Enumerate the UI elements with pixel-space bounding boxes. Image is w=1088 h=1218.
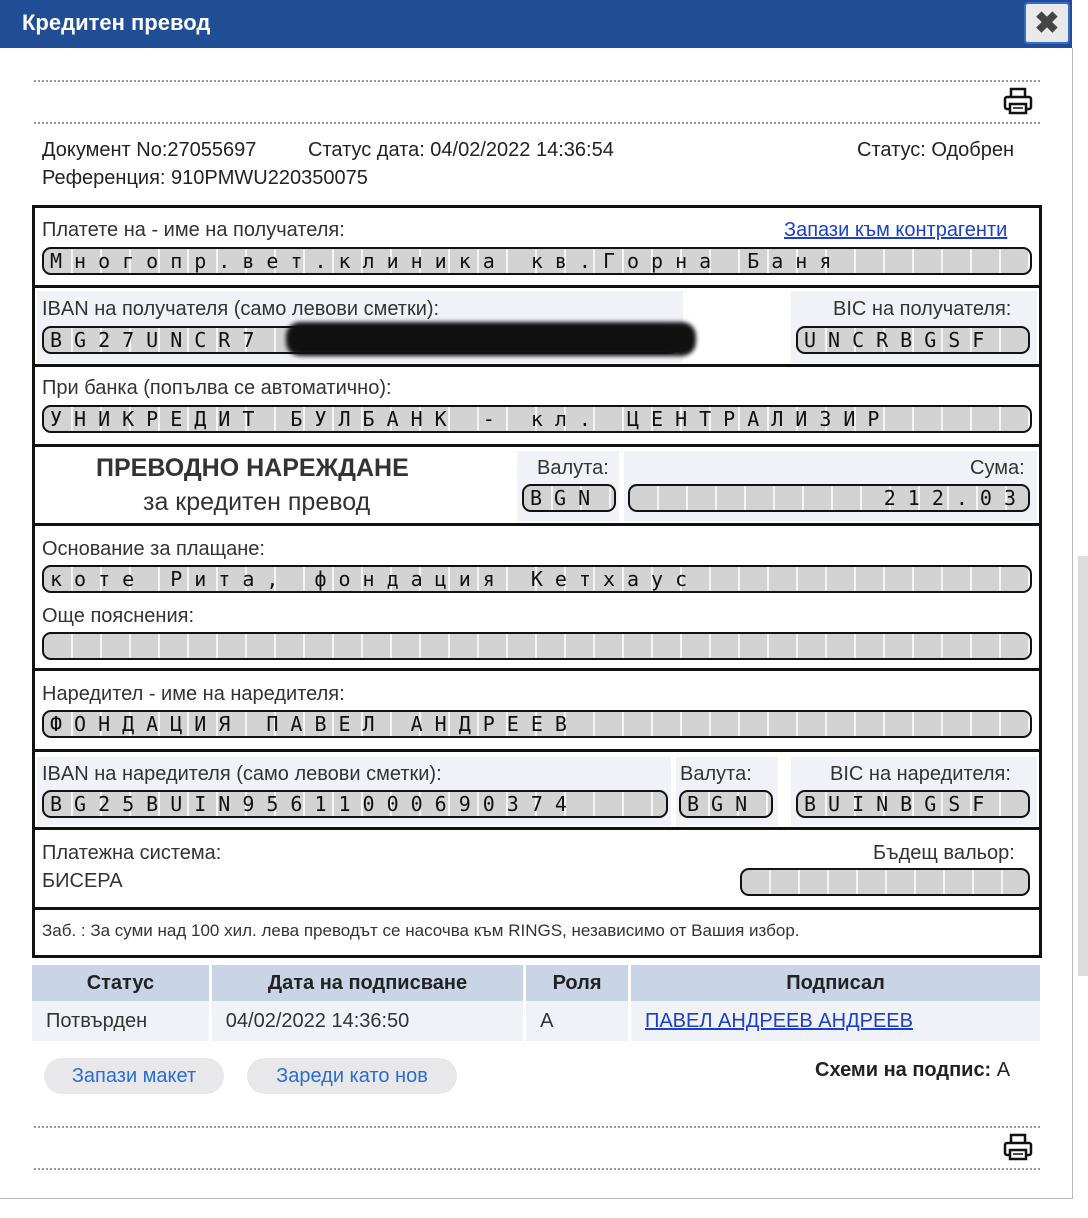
- table-row: [32, 1001, 1040, 1041]
- save-contragent-link[interactable]: Запази към контрагенти: [784, 219, 1008, 241]
- bic-label: BIC на получателя:: [833, 298, 1012, 320]
- cell-date: 04/02/2022 14:36:50: [212, 1001, 526, 1041]
- amount-value: 212.03: [883, 486, 1028, 510]
- column-header: Роля: [526, 965, 631, 1001]
- status-date: Статус дата: 04/02/2022 14:36:54: [308, 139, 614, 161]
- divider: [35, 364, 1039, 367]
- divider: [35, 749, 1039, 752]
- divider: [35, 668, 1039, 671]
- orderer-bic-label: BIC на наредителя:: [830, 763, 1011, 785]
- signatures-table: [32, 965, 1040, 1041]
- future-label: Бъдещ вальор:: [873, 842, 1015, 864]
- load-new-button[interactable]: Зареди като нов: [247, 1058, 457, 1094]
- divider: [34, 1126, 1040, 1128]
- currency-field[interactable]: [522, 484, 616, 512]
- system-label: Платежна система:: [42, 842, 222, 864]
- divider: [34, 80, 1040, 82]
- reference: Референция: 910PMWU220350075: [42, 167, 368, 189]
- signature-schemes: [815, 1059, 1010, 1082]
- iban-label: IBAN на получателя (само левови сметки):: [42, 298, 440, 320]
- status-text: Статус: Одобрен: [857, 139, 1014, 161]
- document-number: Документ No:27055697: [42, 139, 257, 161]
- printer-icon[interactable]: [1003, 1132, 1033, 1162]
- schemes-label: Схеми на подпис:: [815, 1059, 992, 1081]
- background-page-edge: [1078, 556, 1088, 976]
- close-button[interactable]: [1024, 2, 1070, 44]
- divider: [34, 1168, 1040, 1170]
- bic-value: UNCRBGSF: [804, 328, 997, 352]
- orderer-currency-label: Валута:: [680, 763, 752, 785]
- orderer-value: ФОНДАЦИЯ ПАВЕЛ АНДРЕЕВ: [50, 712, 579, 736]
- orderer-currency-value: BGN: [687, 792, 760, 816]
- reason-value: коте Рита, фондация Кетхаус: [50, 567, 700, 591]
- orderer-label: Наредител - име на наредителя:: [42, 683, 345, 705]
- order-title: ПРЕВОДНО НАРЕЖДАНЕ: [96, 454, 409, 482]
- column-header: Подписал: [631, 965, 1040, 1001]
- printer-icon[interactable]: [1003, 86, 1033, 116]
- orderer-bic-value: BUINBGSF: [804, 792, 997, 816]
- currency-label: Валута:: [537, 457, 609, 479]
- divider: [35, 523, 1039, 526]
- bank-label: При банка (попълва се автоматично):: [42, 377, 392, 399]
- column-header: Дата на подписване: [212, 965, 526, 1001]
- orderer-iban-field[interactable]: [42, 790, 668, 818]
- currency-value: BGN: [530, 486, 603, 510]
- column-header: Статус: [32, 965, 212, 1001]
- note-text: Заб. : За суми над 100 хил. лева преводът се насочва към RINGS, независимо от Вашия избор.: [42, 921, 800, 940]
- divider: [34, 122, 1040, 124]
- reason-label: Основание за плащане:: [42, 538, 265, 560]
- redaction-mark: [286, 322, 696, 356]
- payee-label: Платете на - име на получателя:: [42, 219, 345, 241]
- orderer-iban-label: IBAN на наредителя (само левови сметки):: [42, 763, 442, 785]
- future-value-field[interactable]: [740, 868, 1030, 896]
- amount-field[interactable]: [628, 484, 1030, 512]
- schemes-value: A: [996, 1059, 1011, 1081]
- reason-field[interactable]: [42, 565, 1032, 593]
- cell-role: A: [526, 1001, 631, 1041]
- orderer-iban-value: BG25BUIN95611000690374: [50, 792, 579, 816]
- iban-value: BG27UNCR7: [50, 328, 267, 352]
- cell-status: Потвърден: [32, 1001, 212, 1041]
- bank-field: [42, 405, 1032, 433]
- more-field[interactable]: [42, 632, 1032, 660]
- divider: [35, 285, 1039, 288]
- bic-field[interactable]: [796, 326, 1030, 354]
- divider: [35, 827, 1039, 830]
- dialog-titlebar: [0, 0, 1072, 48]
- amount-label: Сума:: [970, 457, 1025, 479]
- order-subtitle: за кредитен превод: [143, 488, 371, 516]
- signer-link[interactable]: ПАВЕЛ АНДРЕЕВ АНДРЕЕВ: [644, 1009, 913, 1032]
- close-icon: ✖: [1034, 6, 1060, 40]
- divider: [35, 907, 1039, 910]
- orderer-currency-field[interactable]: [679, 790, 773, 818]
- system-value: БИСЕРА: [42, 870, 123, 892]
- orderer-bic-field[interactable]: [796, 790, 1030, 818]
- save-template-button[interactable]: Запази макет: [44, 1058, 224, 1094]
- dialog-title: Кредитен превод: [22, 10, 211, 35]
- bank-value: УНИКРЕДИТ БУЛБАНК - кл. ЦЕНТРАЛИЗИР: [50, 407, 892, 431]
- divider: [35, 444, 1039, 447]
- orderer-field[interactable]: [42, 710, 1032, 738]
- more-label: Още пояснения:: [42, 605, 195, 627]
- payee-name-value: Многопр.вет.клиника кв.Горна Баня: [50, 249, 844, 273]
- payee-name-field[interactable]: [42, 247, 1032, 275]
